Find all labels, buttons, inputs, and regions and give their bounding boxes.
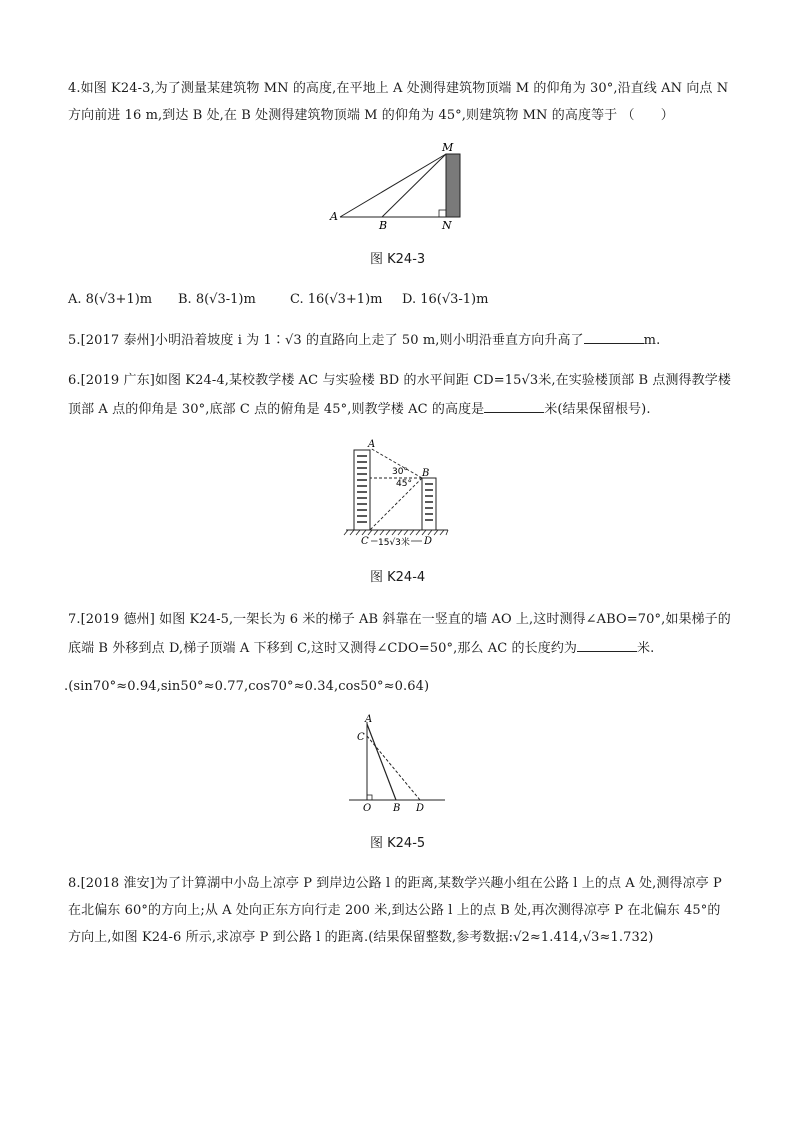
q6-answer-blank (484, 400, 544, 413)
q5-text-before: 5.[2017 泰州]小明沿着坡度 i 为 1∶√3 的直路向上走了 50 m,则小明沿垂直方向升高了 (68, 333, 584, 348)
ladder-cd (367, 736, 420, 800)
ladder-ab (367, 724, 396, 800)
q4-text-line1: 4.如图 K24-3,为了测量某建筑物 MN 的高度,在平地上 A 处测得建筑物顶端 M 的仰角为 30°,沿直线 AN 向点 N (68, 81, 729, 96)
q6-text-line1: 6.[2019 广东]如图 K24-4,某校教学楼 AC 与实验楼 BD 的水平间距 CD=15√3米,在实验楼顶部 B 点测得教学楼 (68, 373, 731, 388)
label-angle-30: 30° (392, 467, 408, 477)
label-b: B (379, 219, 388, 232)
label-d: D (416, 803, 425, 814)
q8-text-line2: 在北偏东 60°的方向上;从 A 处向正东方向行走 200 米,到达公路 l 上的点 B 处,再次测得凉亭 P 在北偏东 45°的 (68, 903, 721, 918)
q7-trig-note: .(sin70°≈0.94,sin50°≈0.77,cos70°≈0.34,cos50°≈0.64) (64, 679, 430, 694)
building-bd (422, 478, 436, 530)
ground-hatching (344, 530, 448, 535)
q7-text-line1: 7.[2019 德州] 如图 K24-5,一架长为 6 米的梯子 AB 斜靠在一竖直的墙 AO 上,这时测得∠ABO=70°,如果梯子的 (68, 612, 731, 627)
q5-text-after: m. (643, 333, 661, 348)
q7-text-line2 (68, 639, 654, 657)
building-mn (446, 154, 460, 217)
q4-option-a: A. 8(√3+1)m (68, 292, 153, 307)
label-a: A (330, 210, 338, 223)
label-a: A (368, 439, 376, 450)
label-n: N (442, 219, 452, 232)
q6-text-before: 顶部 A 点的仰角是 30°,底部 C 点的俯角是 45°,则教学楼 AC 的高度是 (68, 402, 485, 417)
q5-answer-blank (584, 331, 644, 344)
q8-text-line1: 8.[2018 淮安]为了计算湖中小岛上凉亭 P 到岸边公路 l 的距离,某数学兴趣小组在公路 l 上的点 A 处,测得凉亭 P (68, 876, 722, 891)
q7-text-after: 米. (637, 641, 655, 656)
q4-option-d: D. 16(√3-1)m (402, 292, 489, 307)
caption-k24-4: 图 K24-4 (370, 570, 426, 585)
label-c: C (357, 732, 365, 743)
label-distance: 15√3米 (378, 538, 410, 548)
q7-answer-blank (577, 639, 637, 652)
q6-text-after: 米(结果保留根号). (544, 402, 651, 417)
caption-k24-3: 图 K24-3 (370, 252, 426, 267)
q4-text-line2: 方向前进 16 m,到达 B 处,在 B 处测得建筑物顶端 M 的仰角为 45°,则建筑物 MN 的高度等于 （ ） (68, 108, 674, 123)
label-a: A (365, 714, 373, 725)
label-m: M (442, 141, 454, 154)
building-bd-windows (425, 484, 433, 520)
right-angle-mark (439, 210, 446, 217)
label-b: B (422, 468, 430, 479)
sightline-b-m (382, 154, 446, 217)
right-angle-mark (367, 795, 372, 800)
figure-k24-5 (345, 712, 447, 816)
label-d: D (424, 536, 433, 547)
q4-option-b: B. 8(√3-1)m (178, 292, 256, 307)
label-c: C (361, 536, 369, 547)
figure-k24-4 (342, 436, 454, 552)
label-angle-45: 45° (396, 479, 412, 489)
q7-text-before: 底端 B 外移到点 D,梯子顶端 A 下移到 C,这时又测得∠CDO=50°,那么 AC 的长度约为 (68, 641, 578, 656)
q4-option-c: C. 16(√3+1)m (290, 292, 383, 307)
q8-text-line3: 方向上,如图 K24-6 所示,求凉亭 P 到公路 l 的距离.(结果保留整数,参考数据:√2≈1.414,√3≈1.732) (68, 930, 654, 945)
label-b: B (393, 803, 401, 814)
q6-text-line2 (68, 400, 651, 418)
caption-k24-5: 图 K24-5 (370, 836, 426, 851)
figure-k24-3 (326, 140, 476, 232)
label-o: O (363, 803, 372, 814)
sightline-a-m (340, 154, 446, 217)
sightlines (370, 448, 422, 530)
q5-text (68, 331, 660, 349)
